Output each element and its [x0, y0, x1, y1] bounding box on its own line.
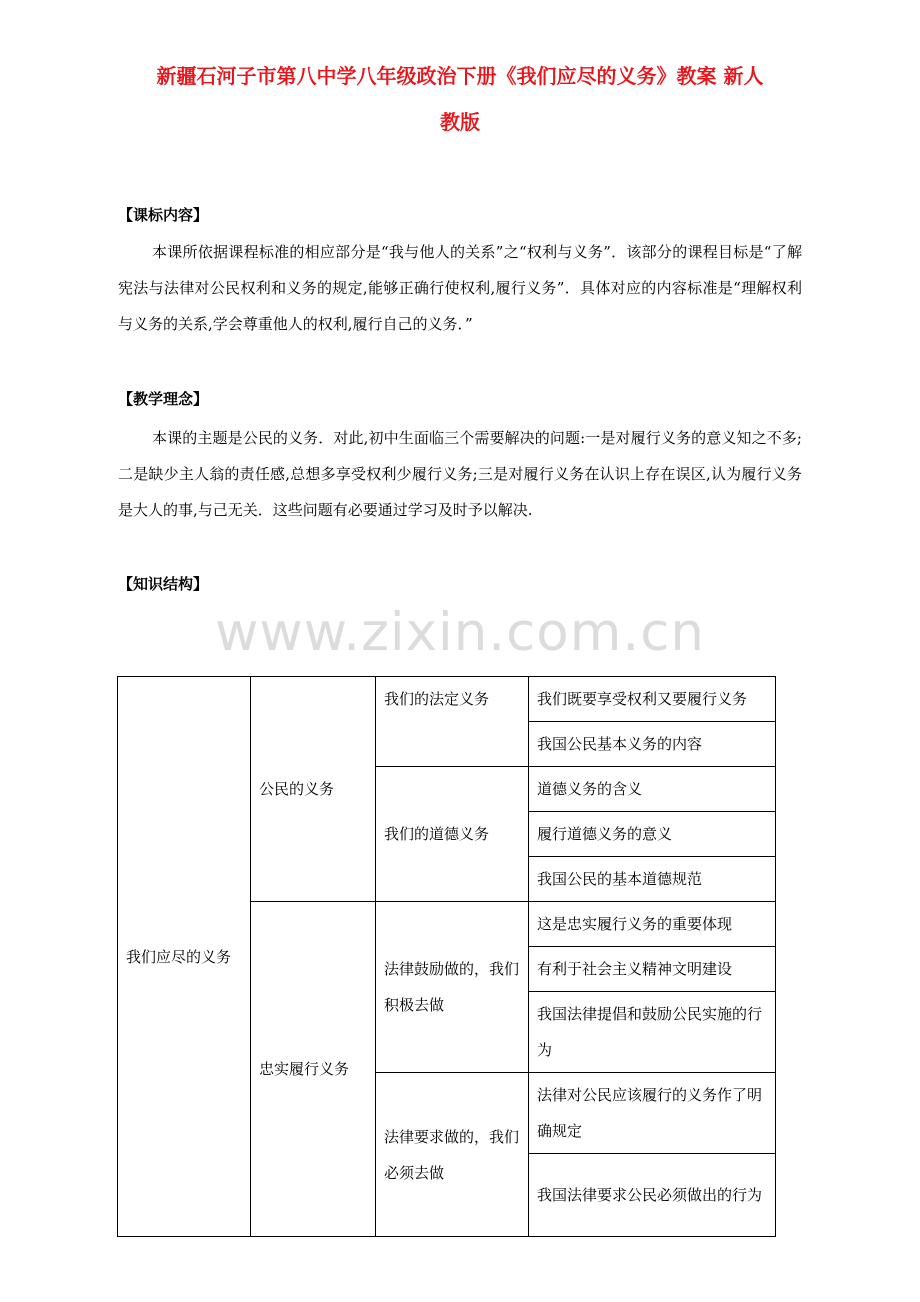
- table-level4-cell: 我们既要享受权利又要履行义务: [529, 677, 776, 722]
- table-level2-cell: [251, 902, 376, 1237]
- table-level3-label: 法律要求做的，我们必须去做: [384, 1127, 520, 1182]
- watermark: www.zixin.com.cn: [215, 602, 705, 663]
- table-level4-cell: 我国法律要求公民必须做出的行为: [529, 1154, 776, 1237]
- document-title-line2: 教版: [440, 110, 480, 134]
- table-level4-cell: 法律对公民应该履行的义务作了明确规定: [529, 1073, 776, 1154]
- table-level3-label: 法律鼓励做的，我们积极去做: [384, 960, 520, 1014]
- table-level4-cell: 有利于社会主义精神文明建设: [529, 947, 776, 992]
- table-level3-cell: [376, 677, 529, 767]
- section-heading-curriculum: 【课标内容】: [118, 206, 209, 224]
- document-title-line1: 新疆石河子市第八中学八年级政治下册《我们应尽的义务》教案 新人: [156, 64, 764, 88]
- table-level3-cell: [376, 1073, 529, 1237]
- paragraph-philosophy: 本课的主题是公民的义务．对此,初中生面临三个需要解决的问题:一是对履行义务的意义知之不多;二是缺少主人翁的责任感,总想多享受权利少履行义务;三是对履行义务在认识上存在误区,认为履行义务是大人的事,与己无关．这些问题有必要通过学习及时予以解决.: [118, 429, 802, 519]
- table-root-cell: [118, 677, 251, 1237]
- table-level3-cell: [376, 767, 529, 902]
- table-level3-cell: [376, 902, 529, 1073]
- table-level4-cell: 这是忠实履行义务的重要体现: [529, 902, 776, 947]
- paragraph-curriculum: 本课所依据课程标准的相应部分是“我与他人的关系”之“权利与义务”．该部分的课程目标是“了解宪法与法律对公民权利和义务的规定,能够正确行使权利,履行义务”．具体对应的内容标准是“理解权利与义务的关系,学会尊重他人的权利,履行自己的义务．”: [118, 243, 802, 333]
- table-root-label: 我们应尽的义务: [126, 947, 232, 966]
- table-level4-cell: 我国公民基本义务的内容: [529, 722, 776, 767]
- section-heading-structure: 【知识结构】: [118, 575, 209, 593]
- table-level4-cell: 履行道德义务的意义: [529, 812, 776, 857]
- table-level4-cell: 道德义务的含义: [529, 767, 776, 812]
- table-level2-label: 忠实履行义务: [259, 1060, 350, 1078]
- table-level3-label: 我们的法定义务: [384, 690, 490, 708]
- table-level4-cell: 我国公民的基本道德规范: [529, 857, 776, 902]
- table-level2-label: 公民的义务: [259, 780, 335, 798]
- knowledge-structure-table: [117, 676, 776, 1237]
- table-level2-cell: [251, 677, 376, 902]
- table-level4-cell: 我国法律提倡和鼓励公民实施的行为: [529, 992, 776, 1073]
- table-level3-label: 我们的道德义务: [384, 825, 490, 843]
- section-heading-philosophy: 【教学理念】: [118, 390, 209, 408]
